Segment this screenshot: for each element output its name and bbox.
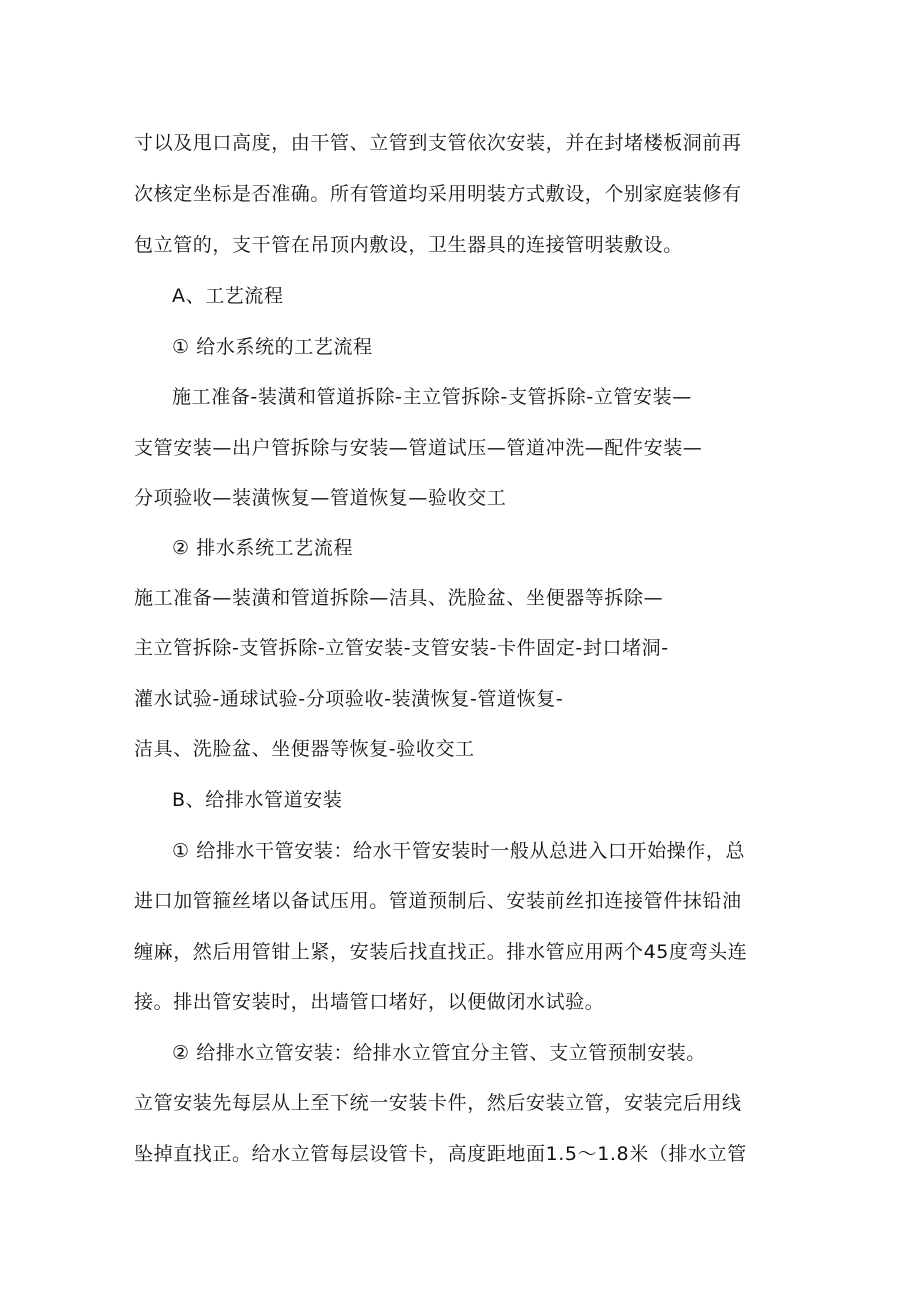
paragraph-line: 进口加管箍丝堵以备试压用。管道预制后、安装前丝扣连接管件抹铅油: [134, 890, 742, 912]
flow-line: 施工准备-装潢和管道拆除-主立管拆除-支管拆除-立管安装—: [172, 386, 692, 408]
section-a-heading: A、工艺流程: [172, 285, 284, 307]
flow-line: 洁具、洗脸盆、坐便器等恢复-验收交工: [134, 738, 475, 760]
flow-line: 施工准备—装潢和管道拆除—洁具、洗脸盆、坐便器等拆除—: [134, 587, 664, 609]
paragraph-line: ② 给排水立管安装：给排水立管宜分主管、支立管预制安装。: [172, 1042, 706, 1064]
paragraph-line: 接。排出管安装时，出墙管口堵好，以便做闭水试验。: [134, 991, 605, 1013]
paragraph-line: ① 给排水干管安装：给水干管安装时一般从总进入口开始操作，总: [172, 840, 746, 862]
paragraph-line: 包立管的，支干管在吊顶内敷设，卫生器具的连接管明装敷设。: [134, 234, 683, 256]
flow-line: 主立管拆除-支管拆除-立管安装-支管安装-卡件固定-封口堵洞-: [134, 637, 669, 659]
section-b-heading: B、给排水管道安装: [172, 789, 343, 811]
sub-heading-drainage: ② 排水系统工艺流程: [172, 537, 354, 559]
paragraph-line: 立管安装先每层从上至下统一安装卡件，然后安装立管，安装完后用线: [134, 1092, 742, 1114]
flow-line: 支管安装—出户管拆除与安装—管道试压—管道冲洗—配件安装—: [134, 437, 703, 459]
flow-line: 灌水试验-通球试验-分项验收-装潢恢复-管道恢复-: [134, 688, 564, 710]
paragraph-line: 寸以及甩口高度，由干管、立管到支管依次安装，并在封堵楼板洞前再: [134, 132, 742, 154]
sub-heading-water-supply: ① 给水系统的工艺流程: [172, 336, 373, 358]
paragraph-line: 缠麻，然后用管钳上紧，安装后找直找正。排水管应用两个45度弯头连: [134, 941, 748, 963]
flow-line: 分项验收—装潢恢复—管道恢复—验收交工: [134, 487, 507, 509]
paragraph-line: 次核定坐标是否准确。所有管道均采用明装方式敷设，个别家庭装修有: [134, 183, 742, 205]
paragraph-line: 坠掉直找正。给水立管每层设管卡，高度距地面1.5～1.8米（排水立管: [134, 1143, 747, 1165]
